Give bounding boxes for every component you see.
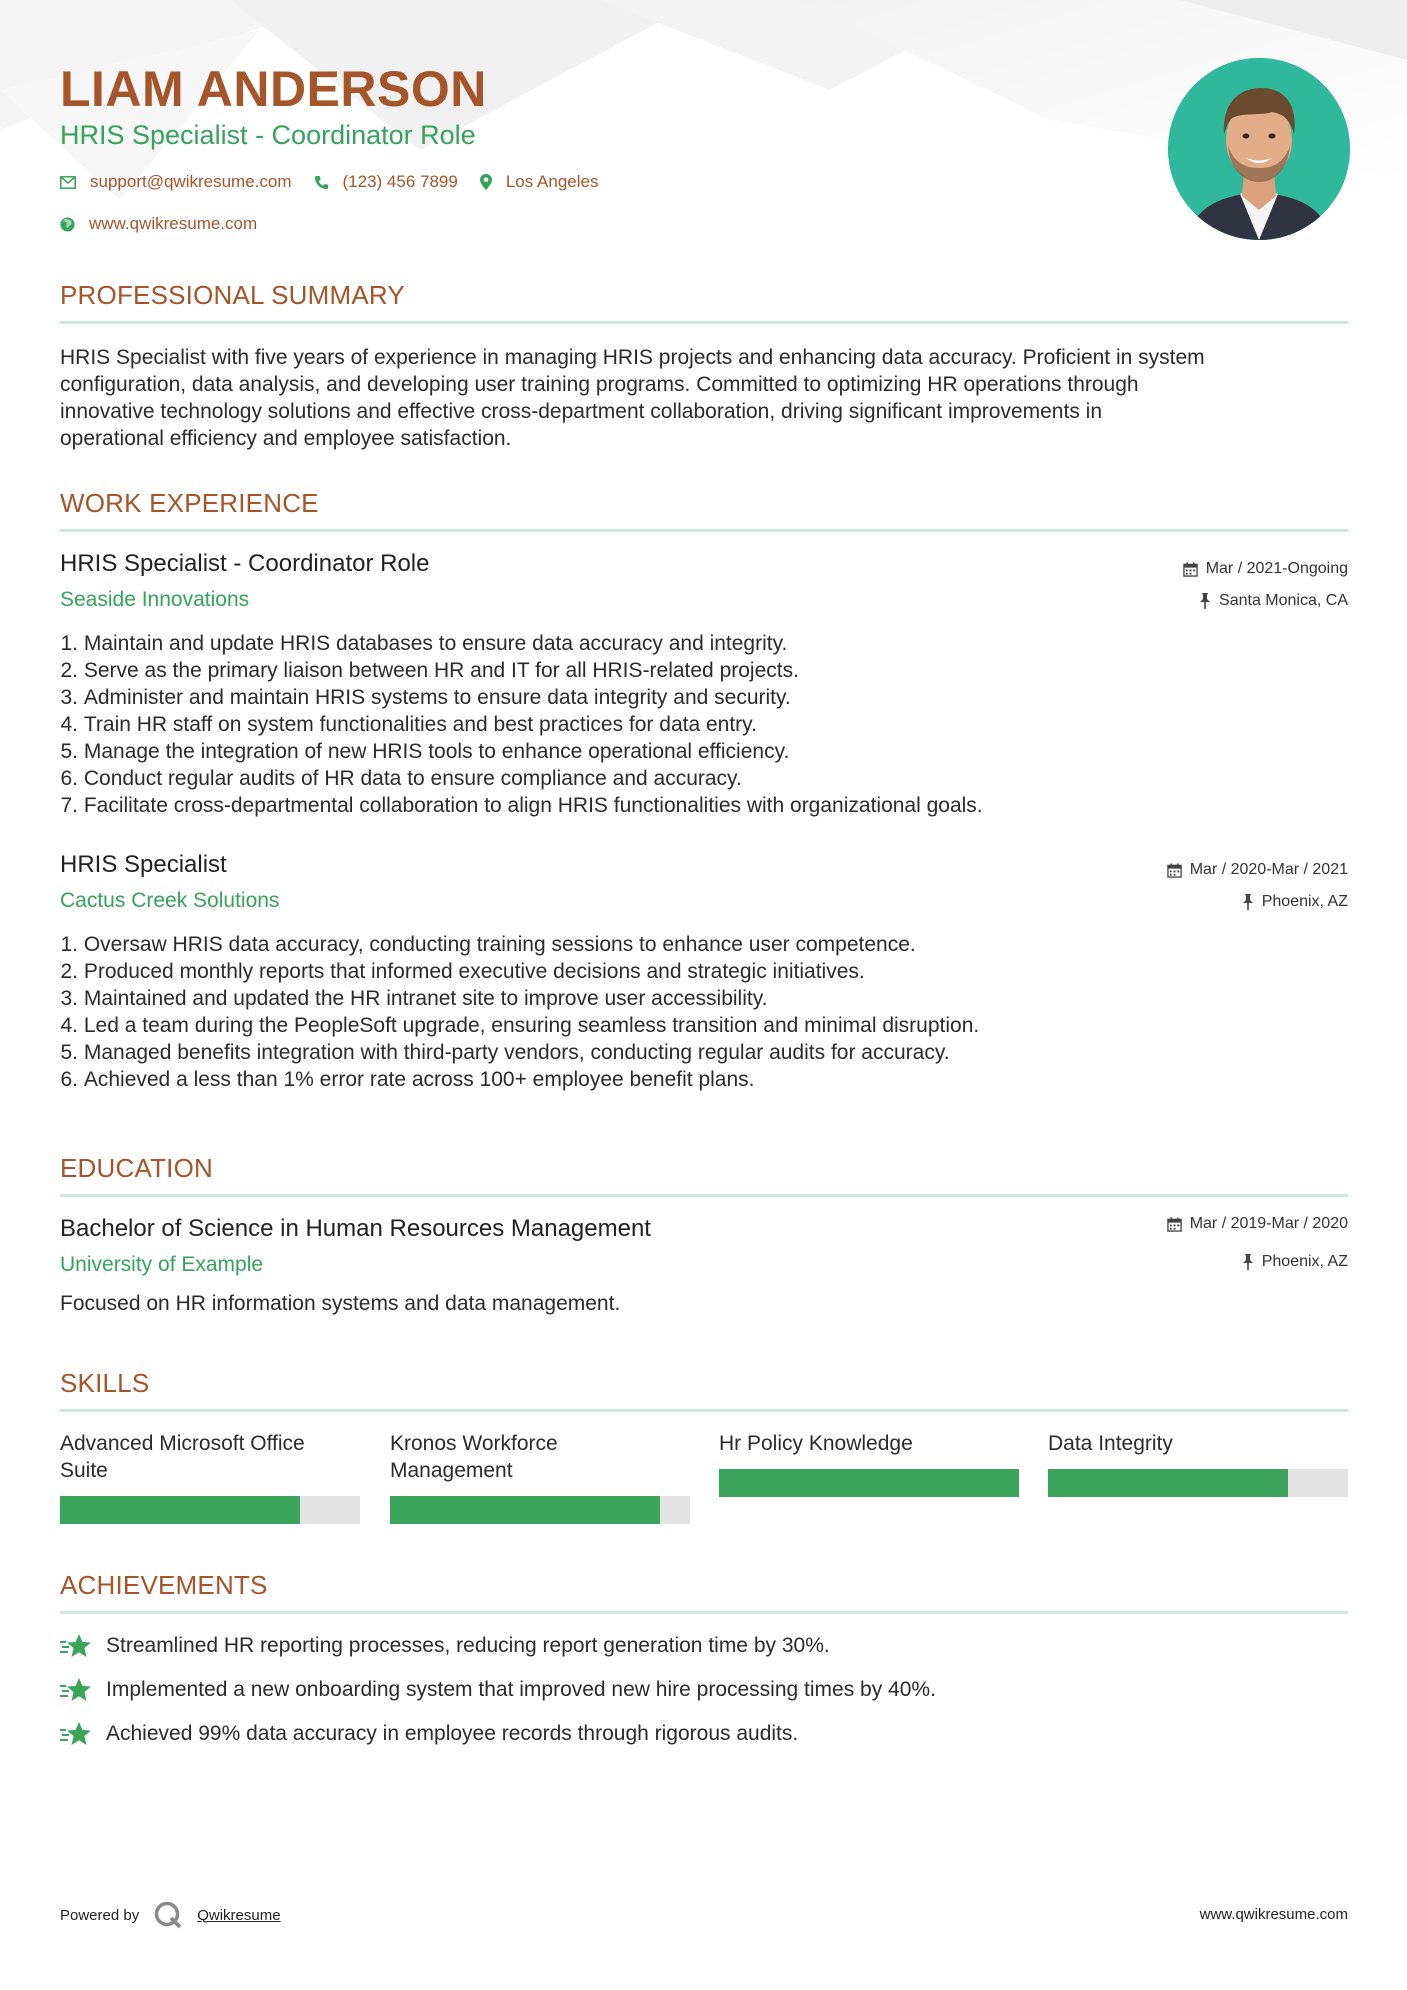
section-title-education: EDUCATION xyxy=(60,1153,213,1183)
pushpin-icon xyxy=(1199,593,1211,609)
summary-line: operational efficiency and employee satisfaction. xyxy=(60,427,512,450)
q-logo-icon xyxy=(153,1900,183,1930)
skill-name-line: Kronos Workforce xyxy=(390,1432,558,1455)
section-divider xyxy=(60,1409,1348,1412)
contact-email-text: support@qwikresume.com xyxy=(90,172,292,191)
skill-level-bar xyxy=(60,1496,360,1524)
summary-line: HRIS Specialist with five years of experience in managing HRIS projects and enhancing data accuracy. Proficient in system xyxy=(60,346,1205,369)
contact-website-text: www.qwikresume.com xyxy=(89,214,258,233)
list-item: 6. Conduct regular audits of HR data to ensure compliance and accuracy. xyxy=(60,767,742,790)
candidate-role: HRIS Specialist - Coordinator Role xyxy=(60,120,476,150)
powered-by-label: Powered by xyxy=(60,1906,140,1924)
list-item: 5. Manage the integration of new HRIS tools to enhance operational efficiency. xyxy=(60,740,790,763)
contact-row-secondary xyxy=(60,214,279,234)
contact-website[interactable] xyxy=(60,214,257,234)
brand-link[interactable]: Qwikresume xyxy=(197,1906,281,1924)
skill-name-line: Hr Policy Knowledge xyxy=(719,1432,913,1455)
candidate-name: LIAM ANDERSON xyxy=(60,61,487,117)
section-title-summary: PROFESSIONAL SUMMARY xyxy=(60,280,405,310)
section-title-skills: SKILLS xyxy=(60,1368,150,1398)
contact-email[interactable] xyxy=(60,172,292,192)
job-dates xyxy=(1183,560,1348,578)
contact-phone-text: (123) 456 7899 xyxy=(342,172,458,191)
list-item: 3. Administer and maintain HRIS systems to ensure data integrity and security. xyxy=(60,686,791,709)
skill-level-bar xyxy=(719,1469,1019,1497)
profile-photo xyxy=(1168,58,1350,240)
summary-paragraph xyxy=(60,344,1348,452)
avatar xyxy=(1168,58,1350,240)
calendar-icon xyxy=(1167,1217,1182,1232)
skill-level-fill xyxy=(719,1469,1019,1497)
job-location xyxy=(1199,592,1348,610)
section-divider xyxy=(60,321,1348,324)
job-location xyxy=(1242,893,1348,911)
list-item: 2. Serve as the primary liaison between HR and IT for all HRIS-related projects. xyxy=(60,659,799,682)
star-icon xyxy=(60,1721,92,1747)
list-item: 7. Facilitate cross-departmental collaboration to align HRIS functionalities with organizational goals. xyxy=(60,794,983,817)
education-dates xyxy=(1167,1215,1348,1233)
job-dates xyxy=(1167,861,1348,879)
star-icon xyxy=(60,1677,92,1703)
skill-level-fill xyxy=(390,1496,660,1524)
section-title-achievements: ACHIEVEMENTS xyxy=(60,1570,268,1600)
summary-line: innovative technology solutions and effective cross-department collaboration, driving significant improvements in xyxy=(60,400,1103,423)
list-item: 4. Led a team during the PeopleSoft upgrade, ensuring seamless transition and minimal disruption. xyxy=(60,1014,980,1037)
job-dates-text: Mar / 2020-Mar / 2021 xyxy=(1189,861,1348,878)
skill-item xyxy=(1048,1430,1348,1457)
map-pin-icon xyxy=(480,174,492,190)
education-degree: Bachelor of Science in Human Resources Management xyxy=(60,1215,651,1242)
job-company: Cactus Creek Solutions xyxy=(60,889,280,912)
calendar-icon xyxy=(1183,562,1198,577)
skill-item xyxy=(390,1430,690,1484)
skill-item xyxy=(60,1430,360,1484)
job-dates-text: Mar / 2021-Ongoing xyxy=(1205,560,1348,577)
achievement-text: Streamlined HR reporting processes, reducing report generation time by 30%. xyxy=(106,1634,830,1657)
achievement-item xyxy=(60,1677,936,1703)
job-location-text: Santa Monica, CA xyxy=(1219,592,1348,609)
skill-name-line: Suite xyxy=(60,1459,108,1482)
phone-icon xyxy=(314,175,329,190)
achievement-item xyxy=(60,1633,830,1659)
skill-name-line: Data Integrity xyxy=(1048,1432,1173,1455)
list-item: 6. Achieved a less than 1% error rate across 100+ employee benefit plans. xyxy=(60,1068,755,1091)
skill-item xyxy=(719,1430,1019,1457)
skill-level-bar xyxy=(390,1496,690,1524)
contact-location xyxy=(480,172,599,192)
job-bullets xyxy=(60,931,1348,1093)
resume-page xyxy=(60,0,1348,1990)
achievement-text: Implemented a new onboarding system that improved new hire processing times by 40%. xyxy=(106,1678,936,1701)
achievement-text: Achieved 99% data accuracy in employee records through rigorous audits. xyxy=(106,1722,799,1745)
education-description: Focused on HR information systems and data management. xyxy=(60,1292,621,1315)
section-title-experience: WORK EXPERIENCE xyxy=(60,488,319,518)
skill-level-bar xyxy=(1048,1469,1348,1497)
envelope-icon xyxy=(60,176,76,189)
job-title: HRIS Specialist - Coordinator Role xyxy=(60,550,430,577)
education-location-text: Phoenix, AZ xyxy=(1261,1253,1348,1270)
contact-row-primary xyxy=(60,172,620,192)
pushpin-icon xyxy=(1242,894,1254,910)
list-item: 3. Maintained and updated the HR intranet site to improve user accessibility. xyxy=(60,987,768,1010)
skill-name-line: Management xyxy=(390,1459,513,1482)
pushpin-icon xyxy=(1242,1254,1254,1270)
job-bullets xyxy=(60,630,1348,819)
list-item: 5. Managed benefits integration with third-party vendors, conducting regular audits for accuracy. xyxy=(60,1041,950,1064)
achievement-item xyxy=(60,1721,798,1747)
job-location-text: Phoenix, AZ xyxy=(1261,893,1348,910)
section-divider xyxy=(60,529,1348,532)
job-title: HRIS Specialist xyxy=(60,851,227,878)
skill-name-line: Advanced Microsoft Office xyxy=(60,1432,305,1455)
skill-level-fill xyxy=(60,1496,300,1524)
contact-location-text: Los Angeles xyxy=(505,172,599,191)
list-item: 1. Oversaw HRIS data accuracy, conducting training sessions to enhance user competence. xyxy=(60,933,916,956)
list-item: 2. Produced monthly reports that informed executive decisions and strategic initiatives. xyxy=(60,960,865,983)
education-school: University of Example xyxy=(60,1253,264,1276)
footer-powered-by xyxy=(60,1900,281,1930)
list-item: 1. Maintain and update HRIS databases to ensure data accuracy and integrity. xyxy=(60,632,788,655)
list-item: 4. Train HR staff on system functionalities and best practices for data entry. xyxy=(60,713,757,736)
calendar-icon xyxy=(1167,863,1182,878)
globe-icon xyxy=(60,217,75,232)
summary-line: configuration, data analysis, and developing user training programs. Committed to optimizing HR operations through xyxy=(60,373,1139,396)
section-divider xyxy=(60,1611,1348,1614)
footer-website-link[interactable]: www.qwikresume.com xyxy=(1199,1906,1348,1923)
section-divider xyxy=(60,1194,1348,1197)
education-location xyxy=(1242,1253,1348,1271)
job-company: Seaside Innovations xyxy=(60,588,250,611)
skill-level-fill xyxy=(1048,1469,1288,1497)
education-dates-text: Mar / 2019-Mar / 2020 xyxy=(1189,1215,1348,1232)
star-icon xyxy=(60,1633,92,1659)
contact-phone[interactable] xyxy=(314,172,458,192)
